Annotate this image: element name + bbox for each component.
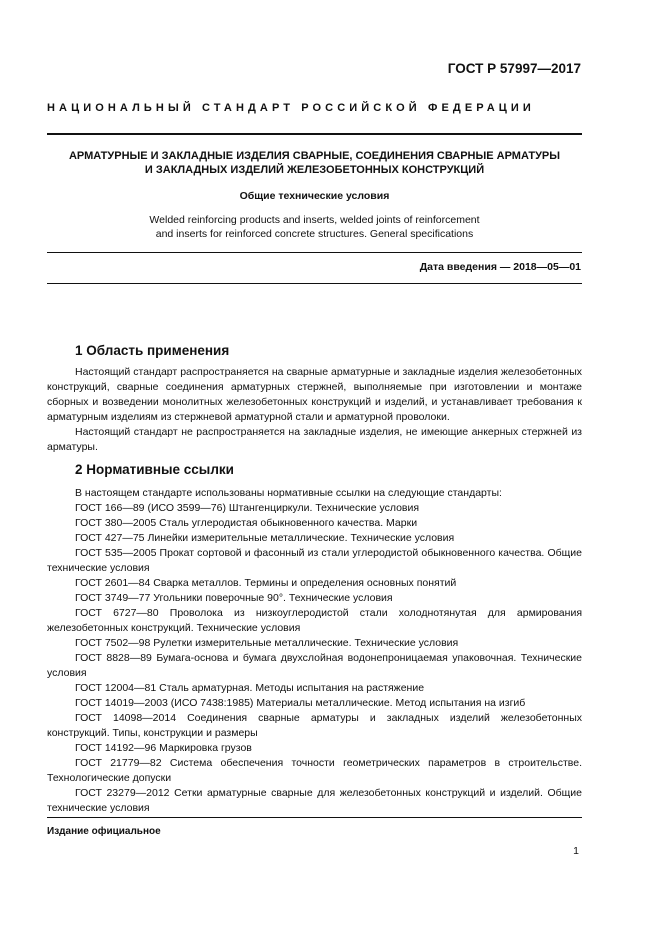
reference-item: ГОСТ 7502—98 Рулетки измерительные металлические. Технические условия — [75, 637, 459, 649]
reference-item: ГОСТ 3749—77 Угольники поверочные 90°. Технические условия — [75, 592, 393, 604]
document-subtitle: Общие технические условия — [239, 190, 390, 202]
national-standard-heading: НАЦИОНАЛЬНЫЙ СТАНДАРТ РОССИЙСКОЙ ФЕДЕРАЦИИ — [47, 102, 535, 114]
reference-item: ГОСТ 8828—89 Бумага-основа и бумага двухслойная водонепроницаемая упаковочная. Технические условия — [47, 652, 582, 679]
reference-item: ГОСТ 23279—2012 Сетки арматурные сварные для железобетонных конструкций и изделий. Общие технические условия — [47, 787, 582, 814]
reference-item: ГОСТ 2601—84 Сварка металлов. Термины и определения основных понятий — [75, 577, 457, 589]
reference-item: ГОСТ 14192—96 Маркировка грузов — [75, 742, 252, 754]
english-title-line-1: Welded reinforcing products and inserts, welded joints of reinforcement — [149, 214, 480, 226]
section-2-intro: В настоящем стандарте использованы нормативные ссылки на следующие стандарты: — [75, 487, 502, 499]
reference-item: ГОСТ 14098—2014 Соединения сварные арматуры и закладных изделий железобетонных конструкций. Типы, конструкции и размеры — [47, 712, 582, 739]
reference-item: ГОСТ 21779—82 Система обеспечения точности геометрических параметров в строительстве. Технологические допуски — [47, 757, 582, 784]
introduction-date: Дата введения — 2018—05—01 — [419, 261, 581, 273]
section-2-body — [47, 486, 582, 816]
english-title-line-2: and inserts for reinforced concrete structures. General specifications — [155, 228, 474, 240]
section-1-heading: 1 Область применения — [75, 343, 230, 358]
date-divider — [47, 252, 582, 253]
date-divider-bottom — [47, 283, 582, 284]
reference-item: ГОСТ 535—2005 Прокат сортовой и фасонный из стали углеродистой обыкновенного качества. Общие технические условия — [47, 547, 582, 574]
reference-item: ГОСТ 380—2005 Сталь углеродистая обыкновенного качества. Марки — [75, 517, 418, 529]
section-2-heading: 2 Нормативные ссылки — [75, 462, 234, 477]
section-1-body — [47, 365, 582, 455]
header-divider — [47, 133, 582, 135]
reference-item: ГОСТ 166—89 (ИСО 3599—76) Штангенциркули. Технические условия — [75, 502, 420, 514]
reference-item: ГОСТ 6727—80 Проволока из низкоуглеродистой стали холоднотянутая для армирования железобетонных конструкций. Технические условия — [47, 607, 582, 634]
english-title — [47, 213, 582, 241]
edition-label: Издание официальное — [47, 826, 161, 837]
document-code: ГОСТ Р 57997—2017 — [447, 61, 581, 76]
title-line-2: И ЗАКЛАДНЫХ ИЗДЕЛИЙ ЖЕЛЕЗОБЕТОННЫХ КОНСТРУКЦИЙ — [144, 164, 485, 176]
title-line-1: АРМАТУРНЫЕ И ЗАКЛАДНЫЕ ИЗДЕЛИЯ СВАРНЫЕ, СОЕДИНЕНИЯ СВАРНЫЕ АРМАТУРЫ — [68, 150, 561, 162]
section-1-paragraph: Настоящий стандарт не распространяется на закладные изделия, не имеющие анкерных стержней из арматуры. — [47, 426, 582, 453]
document-title — [47, 149, 582, 177]
page-number: 1 — [573, 845, 579, 857]
reference-item: ГОСТ 14019—2003 (ИСО 7438:1985) Материалы металлические. Метод испытания на изгиб — [75, 697, 526, 709]
reference-item: ГОСТ 427—75 Линейки измерительные металлические. Технические условия — [75, 532, 455, 544]
reference-item: ГОСТ 12004—81 Сталь арматурная. Методы испытания на растяжение — [75, 682, 425, 694]
footer-divider — [47, 817, 582, 818]
section-1-paragraph: Настоящий стандарт распространяется на сварные арматурные и закладные изделия железобетонных конструкций, сварные соединения арматурных стержней, выполняемые при изготовлении и монтаже сборных и возведении монолитных железобетонных конструкций и изделий, и устанавливает требования к арматурным изделиям из стержневой арматурной стали и арматурной проволоки. — [47, 366, 582, 423]
